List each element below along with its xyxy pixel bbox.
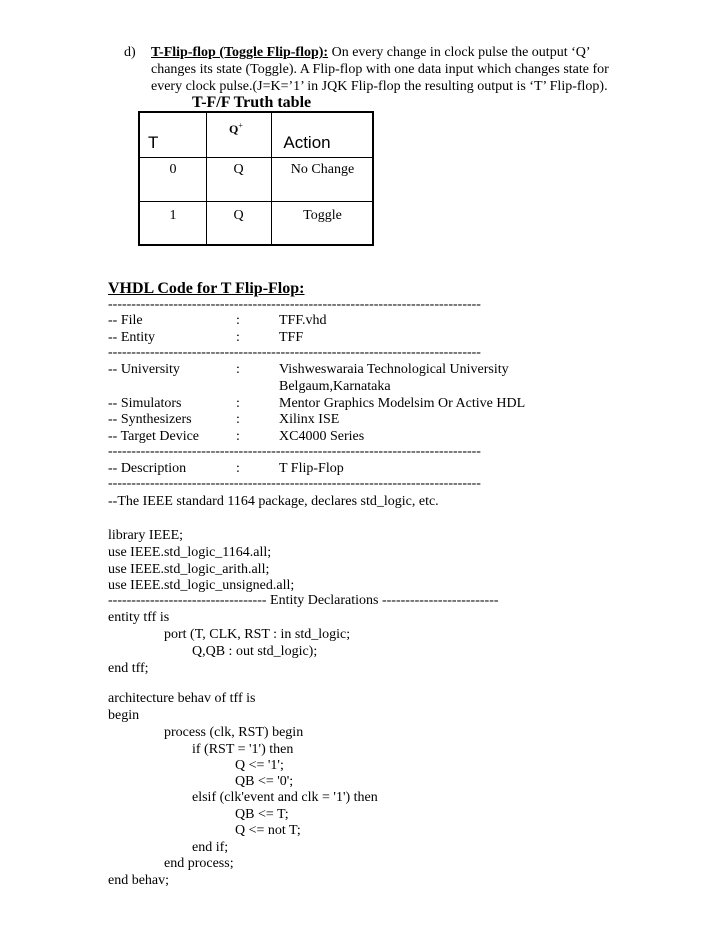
code-line: Q,QB : out std_logic); <box>192 644 318 659</box>
code-comment: --The IEEE standard 1164 package, declares std_logic, etc. <box>108 494 439 509</box>
cell-q: Q <box>233 162 244 177</box>
desc-colon: : <box>236 461 240 476</box>
desc-key: -- Description <box>108 461 187 476</box>
intro-line-1-rest: On every change in clock pulse the output ‘Q’ <box>328 45 591 60</box>
code-line: QB <= '0'; <box>235 774 294 789</box>
list-marker: d) <box>124 45 136 60</box>
code-line: end tff; <box>108 661 149 676</box>
truth-table <box>138 111 374 246</box>
intro-term: T-Flip-flop (Toggle Flip-flop): <box>151 45 329 60</box>
header-key: -- File <box>108 313 143 328</box>
cell-t: 1 <box>169 208 177 223</box>
cell-action: Toggle <box>303 208 342 223</box>
info-key: -- Simulators <box>108 396 182 411</box>
info-value: Belgaum,Karnataka <box>279 379 391 394</box>
code-line: entity tff is <box>108 610 170 625</box>
code-line: end behav; <box>108 873 170 888</box>
code-line: QB <= T; <box>235 807 289 822</box>
header-t: T <box>148 133 159 152</box>
info-colon: : <box>236 362 240 377</box>
table-divider <box>140 157 372 158</box>
separator: -------------------------------------------------------------------------------- <box>108 345 481 360</box>
intro-line-1 <box>151 44 591 61</box>
header-q-plus: Q+ <box>229 121 243 136</box>
info-colon: : <box>236 396 240 411</box>
table-divider <box>140 201 372 202</box>
cell-t: 0 <box>169 162 177 177</box>
code-line: end if; <box>192 840 229 855</box>
entity-separator: ---------------------------------- Entity Declarations ------------------------- <box>108 593 499 608</box>
code-line: Q <= '1'; <box>235 758 284 773</box>
code-line: elsif (clk'event and clk = '1') then <box>192 790 378 805</box>
code-line: end process; <box>164 856 234 871</box>
code-line: architecture behav of tff is <box>108 691 256 706</box>
header-value: TFF <box>279 330 304 345</box>
code-line: use IEEE.std_logic_arith.all; <box>108 562 270 577</box>
header-value: TFF.vhd <box>279 313 327 328</box>
info-key: -- Synthesizers <box>108 412 192 427</box>
info-value: XC4000 Series <box>279 429 365 444</box>
info-value: Vishweswaraia Technological University <box>279 362 509 377</box>
info-key: -- Target Device <box>108 429 200 444</box>
code-line: use IEEE.std_logic_1164.all; <box>108 545 272 560</box>
desc-value: T Flip-Flop <box>279 461 344 476</box>
info-colon: : <box>236 412 240 427</box>
code-line: begin <box>108 708 140 723</box>
code-line: if (RST = '1') then <box>192 742 294 757</box>
cell-action: No Change <box>290 162 355 177</box>
info-key: -- University <box>108 362 180 377</box>
separator: -------------------------------------------------------------------------------- <box>108 297 481 312</box>
info-colon: : <box>236 429 240 444</box>
separator: -------------------------------------------------------------------------------- <box>108 476 481 491</box>
separator: -------------------------------------------------------------------------------- <box>108 444 481 459</box>
code-line: Q <= not T; <box>235 823 301 838</box>
header-action: Action <box>283 133 331 152</box>
cell-q: Q <box>233 208 244 223</box>
header-colon: : <box>236 313 240 328</box>
header-colon: : <box>236 330 240 345</box>
code-line: use IEEE.std_logic_unsigned.all; <box>108 578 295 593</box>
intro-line-2: changes its state (Toggle). A Flip-flop with one data input which changes state for <box>151 62 609 77</box>
code-line: process (clk, RST) begin <box>164 725 304 740</box>
table-divider <box>206 113 207 244</box>
truth-table-title: T-F/F Truth table <box>192 94 312 111</box>
header-key: -- Entity <box>108 330 156 345</box>
code-line: port (T, CLK, RST : in std_logic; <box>164 627 351 642</box>
section-heading: VHDL Code for T Flip-Flop: <box>108 280 305 297</box>
info-value: Xilinx ISE <box>279 412 340 427</box>
intro-line-3: every clock pulse.(J=K=’1’ in JQK Flip-flop the resulting output is ‘T’ Flip-flop). <box>151 79 608 94</box>
code-line: library IEEE; <box>108 528 184 543</box>
info-value: Mentor Graphics Modelsim Or Active HDL <box>279 396 526 411</box>
